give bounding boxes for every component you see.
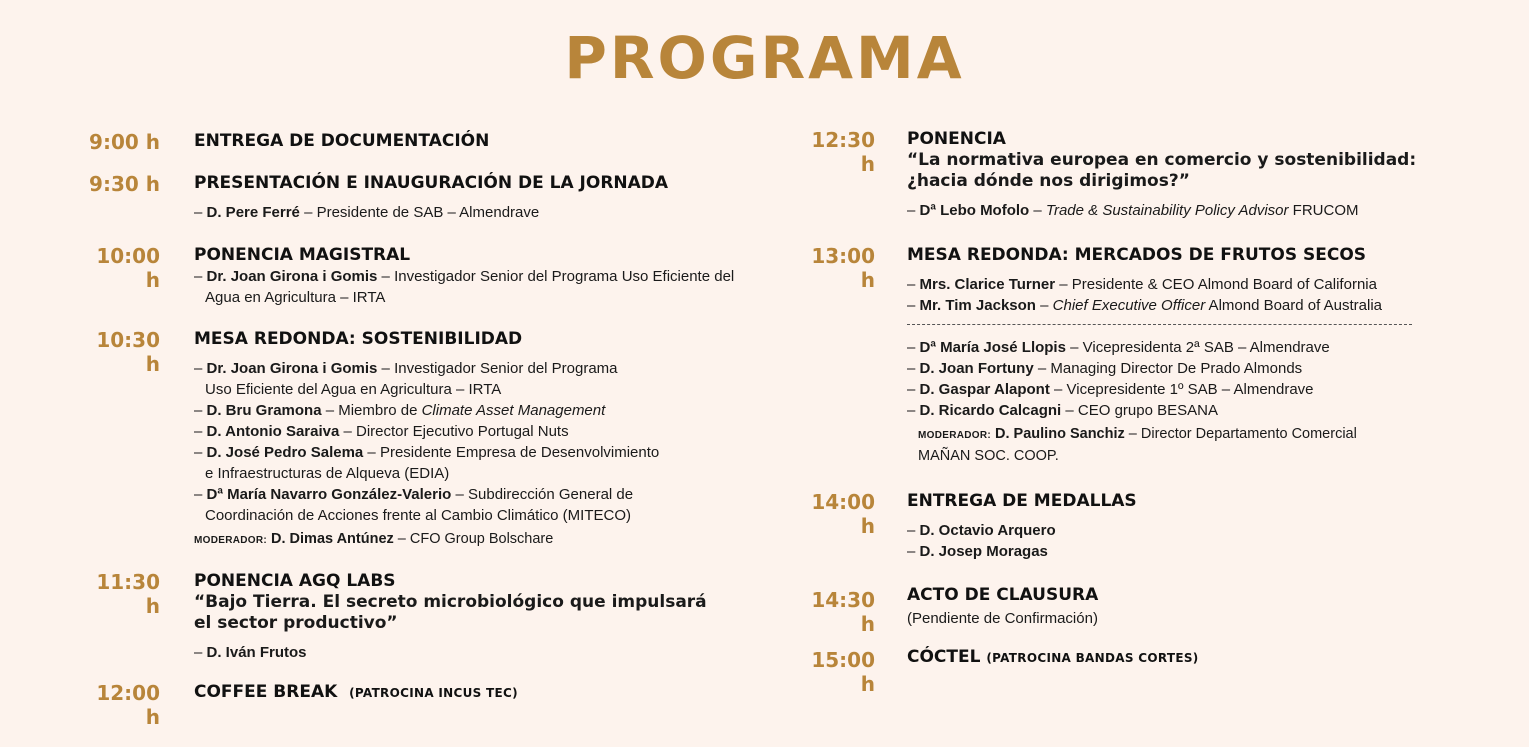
speaker-name: D. Gaspar Alapont: [919, 381, 1050, 398]
moderator: [907, 424, 1455, 467]
speaker: – D. Gaspar Alapont – Vicepresidente 1º SAB – Almendrave: [907, 381, 1314, 398]
speaker: – Dª María José Llopis – Vicepresidenta 2ª SAB – Almendrave: [907, 339, 1330, 356]
speaker: – Dª Lebo Mofolo – Trade & Sustainability Policy Advisor FRUCOM: [907, 202, 1359, 219]
speaker-role: – Presidente de SAB – Almendrave: [299, 204, 540, 221]
time-label: 9:00 h: [89, 130, 160, 154]
speaker-name: D. Bru Gramona: [206, 402, 322, 419]
speaker-role-cont: Coordinación de Acciones frente al Cambio Climático (MITECO): [205, 507, 631, 524]
speaker: – D. Bru Gramona – Miembro de Climate Asset Management: [194, 402, 606, 419]
time-label: 10:30 h: [96, 328, 160, 376]
speaker: – D. Joan Fortuny – Managing Director De Prado Almonds: [907, 360, 1303, 377]
entry-heading: ENTREGA DE MEDALLAS: [907, 491, 1137, 511]
moderator-name: D. Dimas Antúnez: [271, 531, 394, 547]
entry-heading: ACTO DE CLAUSURA: [907, 585, 1099, 605]
schedule-entry: [795, 584, 1455, 646]
schedule-entry: [80, 128, 760, 170]
speaker-org: Climate Asset Management: [421, 402, 606, 419]
moderator: [194, 529, 760, 551]
speaker-role-italic: Chief Executive Officer: [1052, 297, 1206, 314]
schedule-entry: [80, 326, 760, 568]
schedule-left-column: [80, 128, 760, 729]
speaker-role-cont: Uso Eficiente del Agua en Agricultura – IRTA: [205, 381, 502, 398]
speaker: – Mrs. Clarice Turner – Presidente & CEO Almond Board of California: [907, 276, 1377, 293]
talk-title-line: “La normativa europea en comercio y sostenibilidad:: [907, 150, 1417, 170]
schedule-entry: [795, 490, 1455, 584]
speaker: – D. José Pedro Salema – Presidente Empresa de Desenvolvimiento e Infraestructuras de Alqueva (EDIA): [194, 444, 660, 482]
speaker-org: Almond Board of Australia: [1205, 297, 1382, 314]
speaker-role-cont: e Infraestructuras de Alqueva (EDIA): [205, 465, 450, 482]
speaker: – D. Octavio Arquero: [907, 522, 1056, 539]
schedule-entry: [80, 170, 760, 242]
speaker-role: – CEO grupo BESANA: [1061, 402, 1218, 419]
speaker-role-italic: Trade & Sustainability Policy Advisor: [1045, 202, 1289, 219]
schedule-entry: [795, 646, 1455, 696]
time-label: 14:30 h: [811, 588, 875, 636]
entry-heading: MESA REDONDA: MERCADOS DE FRUTOS SECOS: [907, 245, 1367, 265]
speaker-role: – Vicepresidente 1º SAB – Almendrave: [1049, 381, 1314, 398]
entry-heading: PONENCIA: [907, 129, 1006, 149]
speaker: – D. Ricardo Calcagni – CEO grupo BESANA: [907, 402, 1218, 419]
speaker-name: Dª María José Llopis: [919, 339, 1066, 356]
speaker-org: FRUCOM: [1288, 202, 1359, 219]
moderator-org: MAÑAN SOC. COOP.: [918, 448, 1059, 464]
time-label: 11:30 h: [96, 570, 160, 618]
time-label: 12:00 h: [96, 681, 160, 729]
page-title: PROGRAMA: [564, 24, 965, 92]
speaker-role: – Vicepresidenta 2ª SAB – Almendrave: [1065, 339, 1330, 356]
time-label: 13:00 h: [811, 244, 875, 292]
speaker: – D. Josep Moragas: [907, 543, 1048, 560]
speaker-name: D. Iván Frutos: [206, 644, 307, 661]
heading-text: CÓCTEL: [907, 647, 981, 667]
speaker-role: –: [1035, 297, 1053, 314]
speaker-name: D. Pere Ferré: [206, 204, 300, 221]
time-label: 12:30 h: [811, 128, 875, 176]
speaker: – D. Pere Ferré – Presidente de SAB – Almendrave: [194, 204, 540, 221]
speaker-name: Mrs. Clarice Turner: [919, 276, 1056, 293]
schedule-entry: [795, 128, 1455, 244]
speaker-role: – Presidente Empresa de Desenvolvimiento: [363, 444, 660, 461]
speaker-name: D. Josep Moragas: [919, 543, 1048, 560]
schedule-entry: [80, 681, 760, 729]
divider: [907, 324, 1412, 325]
entry-heading: [907, 646, 1455, 669]
speaker-name: Mr. Tim Jackson: [919, 297, 1036, 314]
speaker: – D. Iván Frutos: [194, 644, 307, 661]
speaker-name: D. Antonio Saraiva: [206, 423, 340, 440]
talk-title-line: el sector productivo”: [194, 613, 398, 633]
time-label: 10:00 h: [96, 244, 160, 292]
moderator-label: MODERADOR:: [918, 430, 991, 441]
talk-title: [907, 150, 1455, 192]
sponsor-note: (PATROCINA BANDAS CORTES): [986, 651, 1199, 665]
speaker: – Mr. Tim Jackson – Chief Executive Officer Almond Board of Australia: [907, 297, 1382, 314]
heading-text: COFFEE BREAK: [194, 682, 338, 702]
speaker-role: – Miembro de: [321, 402, 422, 419]
speaker: – Dr. Joan Girona i Gomis – Investigador Senior del Programa Uso Eficiente del Agua en Agricultura – IRTA: [194, 360, 618, 398]
entry-heading: PONENCIA AGQ LABS: [194, 571, 396, 591]
schedule-entry: [795, 244, 1455, 490]
speaker-role: – Subdirección General de: [451, 486, 634, 503]
speaker-name: Dª Lebo Mofolo: [919, 202, 1030, 219]
entry-heading: [194, 681, 760, 704]
schedule-entry: [80, 568, 760, 681]
speaker-name: D. Octavio Arquero: [919, 522, 1056, 539]
talk-title-line: “Bajo Tierra. El secreto microbiológico que impulsará: [194, 592, 707, 612]
speaker: – Dª María Navarro González-Valerio – Subdirección General de Coordinación de Acciones frente al Cambio Climático (MITECO): [194, 486, 634, 524]
entry-heading: MESA REDONDA: SOSTENIBILIDAD: [194, 329, 523, 349]
time-label: 15:00 h: [811, 648, 875, 696]
moderator-name: D. Paulino Sanchiz: [995, 426, 1125, 442]
speaker-name: Dª María Navarro González-Valerio: [206, 486, 452, 503]
speaker-role: – Investigador Senior del Programa Uso Eficiente del Agua en Agricultura – IRTA: [205, 268, 735, 306]
talk-title: [194, 592, 760, 634]
speaker-name: D. José Pedro Salema: [206, 444, 364, 461]
entry-note: (Pendiente de Confirmación): [907, 610, 1098, 627]
moderator-role: – CFO Group Bolschare: [393, 531, 554, 547]
schedule-right-column: [795, 128, 1455, 696]
speaker: – D. Antonio Saraiva – Director Ejecutivo Portugal Nuts: [194, 423, 569, 440]
speaker-role: – Investigador Senior del Programa: [377, 360, 618, 377]
moderator-role: – Director Departamento Comercial: [1124, 426, 1357, 442]
entry-heading: ENTREGA DE DOCUMENTACIÓN: [194, 131, 490, 151]
speaker-name: Dr. Joan Girona i Gomis: [206, 360, 378, 377]
entry-heading: PONENCIA MAGISTRAL: [194, 245, 411, 265]
speaker-name: D. Ricardo Calcagni: [919, 402, 1062, 419]
speaker-role: – Director Ejecutivo Portugal Nuts: [339, 423, 569, 440]
speaker-role: –: [1029, 202, 1046, 219]
time-label: 9:30 h: [89, 172, 160, 196]
speaker-role: – Managing Director De Prado Almonds: [1033, 360, 1303, 377]
speaker: – Dr. Joan Girona i Gomis – Investigador Senior del Programa Uso Eficiente del Agua en Agricultura – IRTA: [194, 268, 735, 306]
schedule-entry: [80, 242, 760, 326]
talk-title-line: ¿hacia dónde nos dirigimos?”: [907, 171, 1190, 191]
moderator-label: MODERADOR:: [194, 535, 267, 546]
sponsor-note: (PATROCINA INCUS TEC): [349, 686, 518, 700]
speaker-role: – Presidente & CEO Almond Board of California: [1055, 276, 1377, 293]
speaker-name: D. Joan Fortuny: [919, 360, 1034, 377]
entry-heading: PRESENTACIÓN E INAUGURACIÓN DE LA JORNADA: [194, 173, 669, 193]
speaker-name: Dr. Joan Girona i Gomis: [206, 268, 378, 285]
time-label: 14:00 h: [811, 490, 875, 538]
